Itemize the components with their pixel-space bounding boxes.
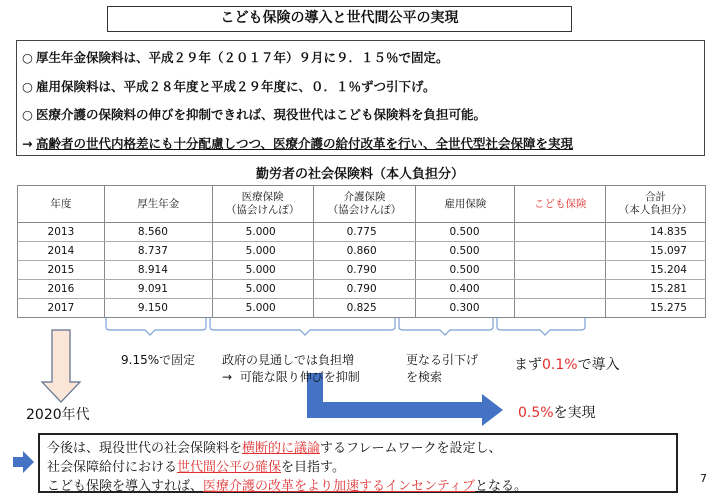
- column-header: 厚生年金: [104, 186, 212, 223]
- table-cell: 0.790: [313, 261, 416, 280]
- table-cell: 2016: [18, 280, 105, 299]
- table-cell: 0.825: [313, 299, 416, 318]
- table-cell: 8.914: [104, 261, 212, 280]
- table-cell: 5.000: [212, 223, 313, 242]
- note-target: 0.5%を実現: [518, 405, 596, 421]
- table-cell: 2015: [18, 261, 105, 280]
- table-cell: 0.775: [313, 223, 416, 242]
- table-cell: 15.281: [606, 280, 706, 299]
- table-cell: 5.000: [212, 299, 313, 318]
- summary-line: 今後は、現役世代の社会保険料を横断的に議論するフレームワークを設定し、: [47, 441, 502, 456]
- table-cell: 0.790: [313, 280, 416, 299]
- table-cell: 0.500: [416, 223, 515, 242]
- note-kodomo: まず0.1%で導入: [514, 357, 620, 373]
- bullet-marker: ○: [22, 50, 33, 65]
- bullet-text: 医療介護の保険料の伸びを抑制できれば、現役世代はこども保険料を負担可能。: [36, 107, 487, 122]
- table-cell: 15.275: [606, 299, 706, 318]
- table-cell: 5.000: [212, 280, 313, 299]
- kodomo-rate: 0.1%: [542, 357, 578, 373]
- column-header: 年度: [18, 186, 105, 223]
- table-cell: 9.150: [104, 299, 212, 318]
- table-cell: 15.097: [606, 242, 706, 261]
- table-cell: 2017: [18, 299, 105, 318]
- table-cell: 8.560: [104, 223, 212, 242]
- column-header: 介護保険 （協会けんぽ）: [313, 186, 416, 223]
- note-medical-line2: → 可能な限り伸びを抑制: [222, 370, 360, 384]
- down-arrow-icon: [42, 330, 80, 402]
- table-cell: 14.835: [606, 223, 706, 242]
- column-header: こども保険: [515, 186, 606, 223]
- brace-medical: [210, 318, 395, 335]
- note-arrow: →: [222, 370, 233, 384]
- table-cell: 5.000: [212, 261, 313, 280]
- note-employment-line2: を検索: [406, 370, 443, 384]
- column-header: 雇用保険: [416, 186, 515, 223]
- column-header: 合計 （本人負担分）: [606, 186, 706, 223]
- brace-employment: [399, 318, 493, 335]
- page-number: 7: [700, 472, 707, 485]
- note-pension: 9.15%で固定: [121, 353, 196, 367]
- table-cell: 0.400: [416, 280, 515, 299]
- table-caption: 勤労者の社会保険料（本人負担分）: [255, 167, 464, 182]
- column-header: 医療保険 （協会けんぽ）: [212, 186, 313, 223]
- summary-line: 社会保障給付における世代間公平の確保を目指す。: [47, 460, 345, 475]
- table-cell: 2014: [18, 242, 105, 261]
- table-cell: 0.500: [416, 261, 515, 280]
- page-title: こども保険の導入と世代間公平の実現: [107, 6, 572, 32]
- brace-kodomo: [497, 318, 585, 335]
- table-cell: 0.300: [416, 299, 515, 318]
- year-2020s: 2020年代: [26, 407, 90, 423]
- note-medical-line1: 政府の見通しでは負担増: [222, 353, 355, 367]
- target-rate: 0.5%: [518, 405, 554, 421]
- bullet-text: 高齢者の世代内格差にも十分配慮しつつ、医療介護の給付改革を行い、全世代型社会保障を実現: [36, 136, 574, 151]
- bullet-text: 厚生年金保険料は、平成２９年（２０１７年）９月に９．１５％で固定。: [36, 50, 449, 65]
- table-cell: 2013: [18, 223, 105, 242]
- table-cell: 15.204: [606, 261, 706, 280]
- bullet-marker: ○: [22, 107, 33, 122]
- table-cell: 5.000: [212, 242, 313, 261]
- bullet-marker: ○: [22, 79, 33, 94]
- table-cell: 0.500: [416, 242, 515, 261]
- brace-pension: [106, 318, 206, 335]
- table-cell: 9.091: [104, 280, 212, 299]
- table-cell: 0.860: [313, 242, 416, 261]
- summary-line: こども保険を導入すれば、医療介護の改革をより加速するインセンティブとなる。: [47, 479, 527, 494]
- small-right-arrow-icon: [13, 451, 34, 473]
- bullet-marker: →: [22, 136, 33, 151]
- bullet-text: 雇用保険料は、平成２８年度と平成２９年度に、０．１％ずつ引下げ。: [36, 79, 436, 94]
- note-employment-line1: 更なる引下げ: [406, 353, 479, 367]
- table-cell: 8.737: [104, 242, 212, 261]
